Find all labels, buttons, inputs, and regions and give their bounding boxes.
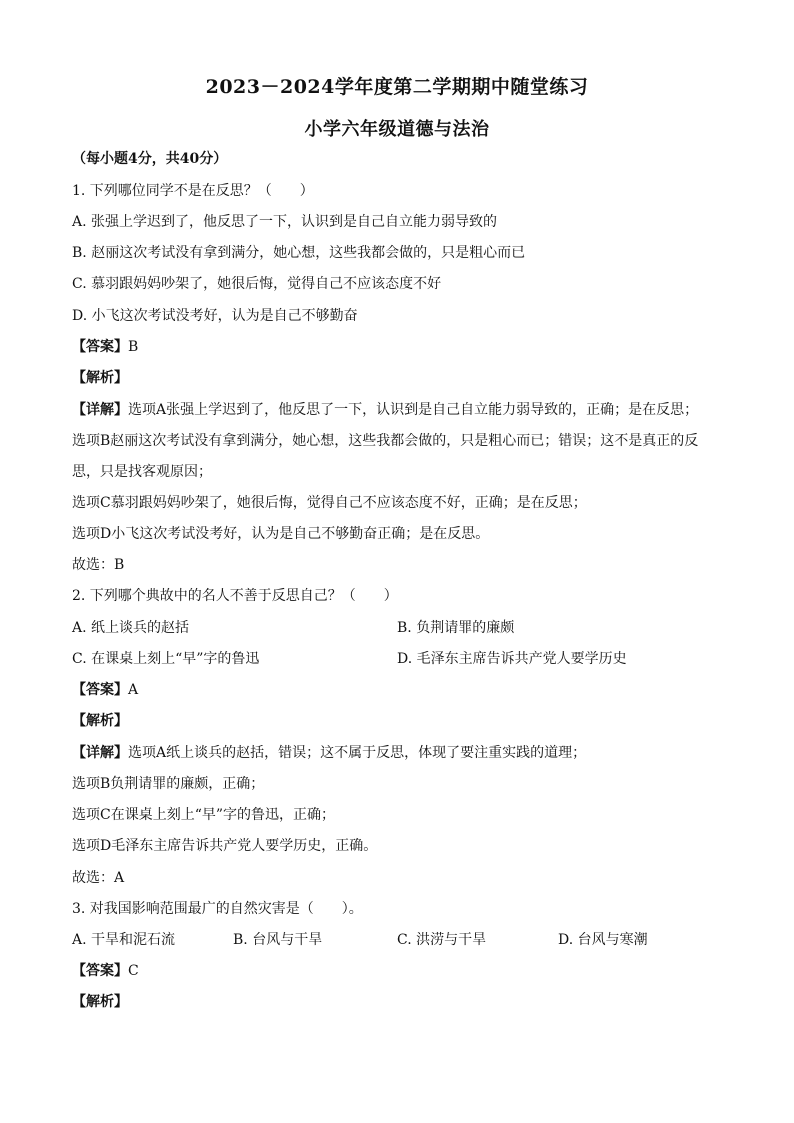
- detail-text: 选项A纸上谈兵的赵括，错误；这不属于反思，体现了要注重实践的道理；: [128, 745, 587, 761]
- q2-option-d: D. 毛泽东主席告诉共产党人要学历史: [397, 651, 627, 667]
- q2-option-c: C. 在课桌上刻上“早”字的鲁迅: [72, 651, 260, 667]
- answer-value: A: [128, 682, 139, 698]
- q1-answer: [72, 337, 138, 357]
- q2-answer: [72, 680, 138, 700]
- q1-option-b: B. 赵丽这次考试没有拿到满分，她心想，这些我都会做的，只是粗心而已: [72, 245, 526, 261]
- page-title: 2023－2024学年度第二学期期中随堂练习: [205, 76, 589, 98]
- q2-stem: 2. 下列哪个典故中的名人不善于反思自己？（ ）: [72, 588, 398, 604]
- q1-detail-1: [72, 400, 698, 420]
- q1-option-d: D. 小飞这次考试没考好，认为是自己不够勤奋: [72, 308, 358, 324]
- q1-analysis-tag: 【解析】: [72, 370, 128, 386]
- q2-analysis-tag: 【解析】: [72, 713, 128, 729]
- q1-detail-3: 思，只是找客观原因；: [72, 464, 212, 480]
- q1-option-c: C. 慕羽跟妈妈吵架了，她很后悔，觉得自己不应该态度不好: [72, 276, 442, 292]
- q2-detail-1: [72, 743, 586, 763]
- q3-option-a: A. 干旱和泥石流: [72, 932, 176, 948]
- q2-detail-4: 选项D毛泽东主席告诉共产党人要学历史，正确。: [72, 838, 378, 854]
- q3-option-c: C. 洪涝与干旱: [397, 932, 487, 948]
- q1-detail-5: 选项D小飞这次考试没考好，认为是自己不够勤奋正确；是在反思。: [72, 526, 490, 542]
- q1-stem: 1. 下列哪位同学不是在反思？（ ）: [72, 183, 314, 199]
- q3-answer: [72, 961, 139, 981]
- answer-tag: 【答案】: [72, 682, 128, 698]
- q2-option-a: A. 纸上谈兵的赵括: [72, 620, 190, 636]
- answer-tag: 【答案】: [72, 963, 128, 979]
- page-subtitle: 小学六年级道德与法治: [304, 119, 490, 140]
- detail-tag: 【详解】: [72, 745, 128, 761]
- answer-tag: 【答案】: [72, 339, 128, 355]
- answer-value: C: [128, 963, 139, 979]
- q1-detail-4: 选项C慕羽跟妈妈吵架了，她很后悔，觉得自己不应该态度不好，正确；是在反思；: [72, 495, 587, 511]
- q2-detail-2: 选项B负荆请罪的廉颇，正确；: [72, 776, 265, 792]
- q1-option-a: A. 张强上学迟到了，他反思了一下，认识到是自己自立能力弱导致的: [72, 214, 498, 230]
- q3-option-b: B. 台风与干旱: [233, 932, 323, 948]
- answer-value: B: [128, 339, 139, 355]
- q2-option-b: B. 负荆请罪的廉颇: [397, 620, 515, 636]
- q3-analysis-tag: 【解析】: [72, 994, 128, 1010]
- q2-choose: 故选：A: [72, 870, 125, 886]
- section-note: （每小题4分，共40分）: [72, 151, 228, 167]
- q3-stem: 3. 对我国影响范围最广的自然灾害是（ ）。: [72, 901, 363, 917]
- q1-detail-2: 选项B赵丽这次考试没有拿到满分，她心想，这些我都会做的，只是粗心而已；错误；这不是真正的反: [72, 433, 699, 449]
- q1-choose: 故选：B: [72, 557, 125, 573]
- q2-detail-3: 选项C在课桌上刻上“早”字的鲁迅，正确；: [72, 807, 336, 823]
- q3-option-d: D. 台风与寒潮: [558, 932, 648, 948]
- detail-tag: 【详解】: [72, 402, 128, 418]
- detail-text: 选项A张强上学迟到了，他反思了一下，认识到是自己自立能力弱导致的，正确；是在反思；: [128, 402, 699, 418]
